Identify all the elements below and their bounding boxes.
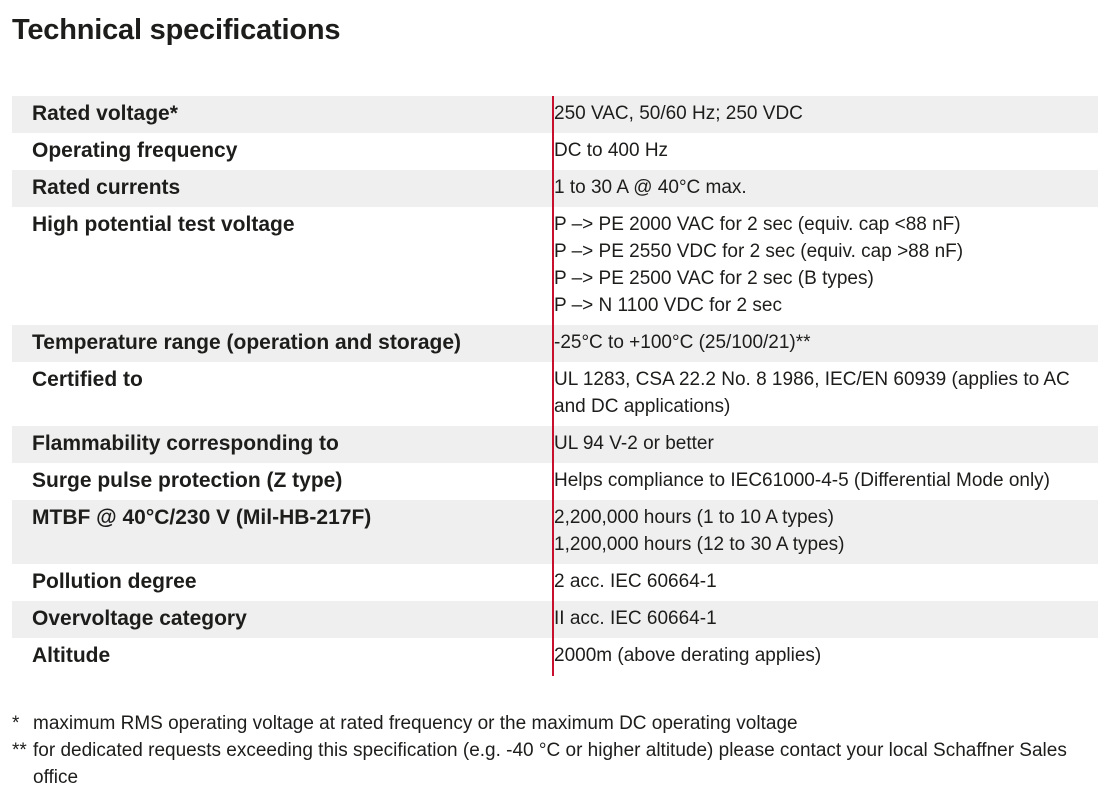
spec-value-line: P –> N 1100 VDC for 2 sec	[554, 295, 782, 316]
spec-value-line: 2000m (above derating applies)	[554, 645, 822, 666]
spec-row-mtbf	[12, 500, 1098, 564]
spec-value	[532, 325, 1098, 362]
spec-label: Overvoltage category	[32, 607, 247, 630]
spec-value-line: -25°C to +100°C (25/100/21)**	[554, 332, 811, 353]
spec-value-line: 2 acc. IEC 60664-1	[554, 571, 717, 592]
footnote-text: maximum RMS operating voltage at rated frequency or the maximum DC operating voltage	[33, 713, 798, 734]
spec-label: Surge pulse protection (Z type)	[32, 469, 343, 492]
spec-row-flammability	[12, 426, 1098, 463]
spec-row-temperature-range	[12, 325, 1098, 362]
spec-value-line: UL 1283, CSA 22.2 No. 8 1986, IEC/EN 60939 (applies to AC and DC applications)	[554, 369, 1070, 417]
footnote-single-asterisk	[12, 710, 1102, 737]
footnotes	[12, 710, 1102, 791]
spec-label: Rated voltage*	[32, 102, 178, 125]
spec-value-line: DC to 400 Hz	[554, 140, 669, 161]
spec-row-rated-voltage	[12, 96, 1098, 133]
spec-label: Flammability corresponding to	[32, 432, 339, 455]
spec-value-line: 2,200,000 hours (1 to 10 A types)	[554, 507, 834, 528]
spec-row-overvoltage-category	[12, 601, 1098, 638]
spec-label: Altitude	[32, 644, 111, 667]
spec-value	[532, 601, 1098, 638]
spec-value	[532, 207, 1098, 325]
spec-row-rated-currents	[12, 170, 1098, 207]
spec-label: Operating frequency	[32, 139, 238, 162]
spec-row-certified-to	[12, 362, 1098, 426]
spec-label: MTBF @ 40°C/230 V (Mil-HB-217F)	[32, 506, 372, 529]
spec-row-operating-frequency	[12, 133, 1098, 170]
spec-value-line: 1,200,000 hours (12 to 30 A types)	[554, 534, 845, 555]
spec-label: Rated currents	[32, 176, 181, 199]
spec-value-line: P –> PE 2500 VAC for 2 sec (B types)	[554, 268, 874, 289]
spec-label: Certified to	[32, 368, 143, 391]
column-divider	[552, 96, 554, 676]
spec-label: Temperature range (operation and storage)	[32, 331, 462, 354]
spec-value	[532, 170, 1098, 207]
spec-value-line: P –> PE 2000 VAC for 2 sec (equiv. cap <88 nF)	[554, 214, 961, 235]
spec-row-pollution-degree	[12, 564, 1098, 601]
spec-table	[12, 96, 1098, 675]
spec-value-line: UL 94 V-2 or better	[554, 433, 714, 454]
page-title: Technical specifications	[12, 14, 341, 46]
spec-row-altitude	[12, 638, 1098, 675]
footnote-mark: **	[12, 740, 27, 761]
spec-row-high-potential-test-voltage	[12, 207, 1098, 325]
spec-value	[532, 426, 1098, 463]
spec-value	[532, 564, 1098, 601]
spec-label: High potential test voltage	[32, 213, 295, 236]
footnote-text: for dedicated requests exceeding this specification (e.g. -40 °C or higher altitude) please contact your local Schaffner Sales office	[33, 740, 1067, 788]
spec-value-line: II acc. IEC 60664-1	[554, 608, 717, 629]
spec-value-line: 1 to 30 A @ 40°C max.	[554, 177, 747, 198]
spec-label: Pollution degree	[32, 570, 197, 593]
spec-value	[532, 638, 1098, 675]
spec-value-line: P –> PE 2550 VDC for 2 sec (equiv. cap >88 nF)	[554, 241, 964, 262]
spec-value	[532, 96, 1098, 133]
spec-value	[532, 362, 1098, 426]
spec-value	[532, 133, 1098, 170]
spec-row-surge-pulse-protection	[12, 463, 1098, 500]
footnote-mark: *	[12, 713, 20, 734]
spec-value	[532, 463, 1098, 500]
spec-value	[532, 500, 1098, 564]
spec-value-line: 250 VAC, 50/60 Hz; 250 VDC	[554, 103, 803, 124]
footnote-double-asterisk	[12, 737, 1102, 791]
spec-value-line: Helps compliance to IEC61000-4-5 (Differential Mode only)	[554, 470, 1051, 491]
